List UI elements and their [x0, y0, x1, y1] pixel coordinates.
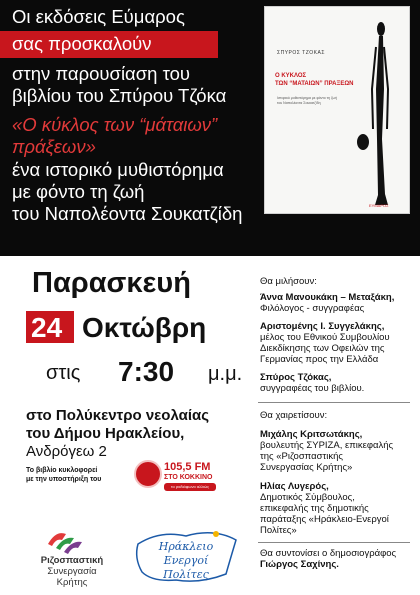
greeter-2-role-1: Δημοτικός Σύμβουλος, — [260, 492, 355, 503]
invite-line: σας προσκαλούν — [12, 33, 152, 54]
venue-line-1: στο Πολύκεντρο νεολαίας — [26, 407, 210, 424]
description-line-1: ένα ιστορικό μυθιστόρημα — [12, 159, 224, 180]
presentation-line: στην παρουσίαση του — [12, 63, 191, 84]
book-cover-title-line-2: ΤΩΝ “ΜΑΤΑΙΩΝ” ΠΡΑΞΕΩΝ — [275, 81, 354, 87]
speaker-2-role-3: Γερμανίας προς την Ελλάδα — [260, 354, 379, 365]
support-line-2: με την υποστήριξη του — [26, 476, 102, 483]
hnp-line-2: Ενεργοί — [163, 554, 209, 567]
radio-name: ΣΤΟ ΚΟΚΚΙΝΟ — [164, 474, 213, 481]
greeter-2-role-4: Πολίτες» — [260, 525, 297, 536]
moderator-name: Γιώργος Σαχίνης. — [260, 559, 339, 570]
radio-slogan: το ραδιόφωνο αλλιώς — [164, 483, 216, 491]
book-cover — [264, 6, 410, 214]
syriza-line-2: Συνεργασία — [47, 566, 97, 577]
event-day: Παρασκευή — [32, 267, 191, 299]
book-title-line-2: πράξεων» — [12, 136, 96, 157]
author-line: βιβλίου του Σπύρου Τζόκα — [12, 85, 227, 106]
event-time-suffix: μ.μ. — [208, 363, 243, 385]
speakers-heading: Θα μιλήσουν: — [260, 276, 317, 287]
greeter-2-name: Ηλίας Λυγερός, — [260, 481, 329, 492]
syriza-line-3: Κρήτης — [56, 577, 88, 588]
sculpture-figure-icon — [357, 19, 397, 209]
divider — [258, 542, 410, 543]
book-title-line-1: «Ο κύκλος των “μάταιων” — [12, 114, 218, 135]
speaker-2-name: Αριστομένης Ι. Συγγελάκης, — [260, 321, 385, 332]
radio-badge-icon — [134, 460, 162, 488]
heraklion-active-citizens-logo — [130, 524, 242, 588]
radio-frequency: 105,5 FM — [164, 461, 211, 473]
syriza-line-1: Ριζοσπαστική — [40, 555, 104, 566]
publisher-line: Οι εκδόσεις Εύμαρος — [12, 6, 185, 27]
book-cover-author: ΣΠΥΡΟΣ ΤΖΟΚΑΣ — [277, 50, 325, 56]
event-time-prefix: στις — [46, 362, 81, 384]
top-banner — [0, 0, 420, 256]
divider — [258, 402, 410, 403]
event-month: Οκτώβρη — [82, 312, 207, 343]
hnp-line-1: Ηράκλειο — [158, 540, 214, 553]
description-line-2: με φόντο τη ζωή — [12, 181, 145, 202]
greeter-1-role-3: Συνεργασίας Κρήτης» — [260, 462, 353, 473]
greeter-1-name: Μιχάλης Κριτσωτάκης, — [260, 429, 363, 440]
support-line-1: Το βιβλίο κυκλοφορεί — [26, 467, 98, 474]
moderator-intro: Θα συντονίσει ο δημοσιογράφος — [260, 548, 397, 559]
speaker-1-name: Άννα Μανουκάκη – Μεταξάκη, — [260, 292, 395, 303]
speaker-3-name: Σπύρος Τζόκας, — [260, 372, 332, 383]
speaker-1-role: Φιλόλογος - συγγραφέας — [260, 303, 365, 314]
venue-address: Ανδρόγεω 2 — [26, 443, 107, 460]
syriza-flag-icon — [44, 526, 84, 554]
book-cover-title — [275, 72, 353, 88]
venue-line-2: του Δήμου Ηρακλείου, — [26, 425, 185, 442]
book-cover-title-line-1: Ο ΚΥΚΛΟΣ — [275, 73, 307, 79]
description-line-3: του Ναπολέοντα Σουκατζίδη — [12, 203, 243, 224]
greeter-2-role-3: παράταξης «Ηράκλειο-Ενεργοί — [260, 514, 389, 525]
event-date-number: 24 — [31, 312, 63, 343]
greeter-1-role-2: της «Ριζοσπαστικής — [260, 451, 343, 462]
radio-logo — [134, 460, 216, 492]
hnp-line-3: Πολίτες — [163, 568, 209, 581]
greetings-heading: Θα χαιρετίσουν: — [260, 410, 328, 421]
greeter-1-role-1: βουλευτής ΣΥΡΙΖΑ, επικεφαλής — [260, 440, 394, 451]
speaker-3-role: συγγραφέας του βιβλίου. — [260, 383, 365, 394]
greeter-2-role-2: επικεφαλής της δημοτικής — [260, 503, 369, 514]
speaker-2-role-1: μέλος του Εθνικού Συμβουλίου — [260, 332, 390, 343]
speaker-2-role-2: Διεκδίκησης των Οφειλών της — [260, 343, 385, 354]
event-time: 7:30 — [118, 356, 175, 387]
syriza-crete-logo — [22, 526, 122, 586]
book-cover-subtitle: Ιστορικό μυθιστόρημα με φόντο τη ζωή του Ναπολέοντα Σουκατζίδη — [277, 96, 337, 105]
book-cover-publisher: ΕΥΜΑΡΟΣ — [369, 203, 389, 208]
